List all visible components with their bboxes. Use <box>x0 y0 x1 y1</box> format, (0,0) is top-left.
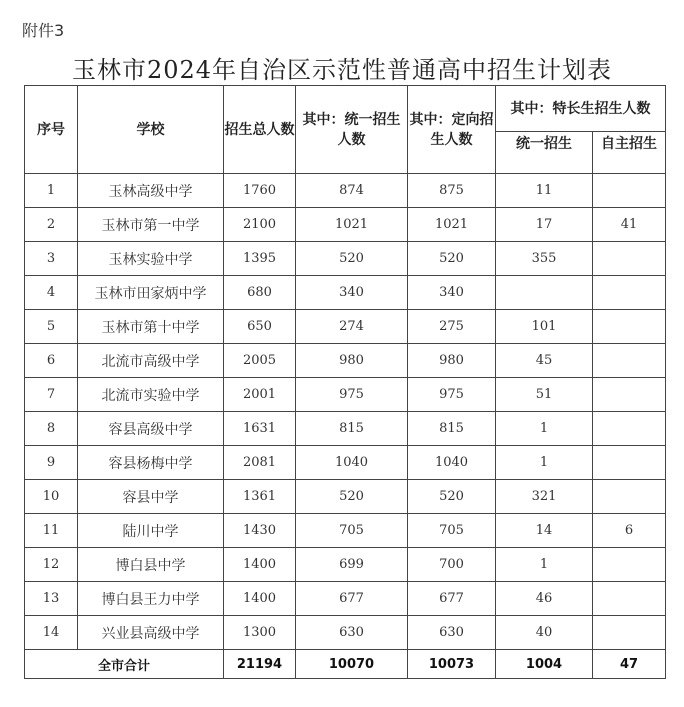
cell-special-unified: 51 <box>496 378 593 412</box>
cell-special-independent: 41 <box>593 208 666 242</box>
cell-no: 9 <box>25 446 78 480</box>
table-row <box>25 480 666 514</box>
cell-special-unified: 1 <box>496 548 593 582</box>
cell-special-unified <box>496 276 593 310</box>
table-row <box>25 582 666 616</box>
cell-school: 玉林市第十中学 <box>78 310 224 344</box>
table-row <box>25 548 666 582</box>
table-row <box>25 514 666 548</box>
cell-unified: 520 <box>296 242 408 276</box>
header-no: 序号 <box>25 86 78 174</box>
cell-total: 2005 <box>224 344 296 378</box>
cell-special-unified: 17 <box>496 208 593 242</box>
cell-special-unified: 40 <box>496 616 593 650</box>
cell-school: 玉林市第一中学 <box>78 208 224 242</box>
cell-no: 2 <box>25 208 78 242</box>
cell-directed: 705 <box>408 514 496 548</box>
header-special-unified: 统一招生 <box>496 132 593 174</box>
cell-no: 10 <box>25 480 78 514</box>
cell-special-independent <box>593 344 666 378</box>
header-special-independent: 自主招生 <box>593 132 666 174</box>
cell-unified: 815 <box>296 412 408 446</box>
cell-directed: 340 <box>408 276 496 310</box>
cell-unified: 874 <box>296 174 408 208</box>
cell-total: 1400 <box>224 582 296 616</box>
cell-no: 13 <box>25 582 78 616</box>
cell-no: 11 <box>25 514 78 548</box>
cell-directed: 980 <box>408 344 496 378</box>
cell-no: 6 <box>25 344 78 378</box>
cell-special-independent <box>593 582 666 616</box>
cell-unified: 975 <box>296 378 408 412</box>
header-directed: 其中：定向招生人数 <box>408 86 496 174</box>
cell-total: 1400 <box>224 548 296 582</box>
cell-total: 1760 <box>224 174 296 208</box>
cell-total: 650 <box>224 310 296 344</box>
total-directed: 10073 <box>408 650 496 679</box>
table-row <box>25 616 666 650</box>
table-row <box>25 412 666 446</box>
cell-total: 1361 <box>224 480 296 514</box>
cell-unified: 340 <box>296 276 408 310</box>
total-total: 21194 <box>224 650 296 679</box>
cell-no: 8 <box>25 412 78 446</box>
cell-special-independent <box>593 412 666 446</box>
cell-special-unified: 46 <box>496 582 593 616</box>
cell-school: 容县高级中学 <box>78 412 224 446</box>
cell-no: 5 <box>25 310 78 344</box>
cell-special-independent <box>593 242 666 276</box>
cell-special-independent <box>593 548 666 582</box>
cell-unified: 520 <box>296 480 408 514</box>
enrollment-plan-table <box>24 85 666 679</box>
cell-directed: 1040 <box>408 446 496 480</box>
total-special-unified: 1004 <box>496 650 593 679</box>
cell-directed: 875 <box>408 174 496 208</box>
cell-no: 7 <box>25 378 78 412</box>
header-special-group: 其中：特长生招生人数 <box>496 86 666 132</box>
table-row <box>25 208 666 242</box>
cell-school: 北流市实验中学 <box>78 378 224 412</box>
total-label: 全市合计 <box>25 650 224 679</box>
table-row <box>25 310 666 344</box>
cell-school: 容县中学 <box>78 480 224 514</box>
cell-total: 1430 <box>224 514 296 548</box>
cell-school: 玉林实验中学 <box>78 242 224 276</box>
cell-total: 680 <box>224 276 296 310</box>
cell-directed: 700 <box>408 548 496 582</box>
header-school: 学校 <box>78 86 224 174</box>
cell-directed: 677 <box>408 582 496 616</box>
cell-unified: 677 <box>296 582 408 616</box>
cell-total: 2081 <box>224 446 296 480</box>
cell-unified: 980 <box>296 344 408 378</box>
cell-school: 兴业县高级中学 <box>78 616 224 650</box>
cell-school: 玉林市田家炳中学 <box>78 276 224 310</box>
cell-directed: 520 <box>408 480 496 514</box>
cell-directed: 975 <box>408 378 496 412</box>
cell-directed: 1021 <box>408 208 496 242</box>
cell-special-unified: 14 <box>496 514 593 548</box>
cell-special-unified: 1 <box>496 446 593 480</box>
cell-unified: 274 <box>296 310 408 344</box>
cell-total: 1631 <box>224 412 296 446</box>
cell-directed: 520 <box>408 242 496 276</box>
cell-unified: 699 <box>296 548 408 582</box>
cell-special-independent: 6 <box>593 514 666 548</box>
cell-school: 博白县中学 <box>78 548 224 582</box>
cell-special-independent <box>593 378 666 412</box>
cell-special-unified: 355 <box>496 242 593 276</box>
cell-directed: 815 <box>408 412 496 446</box>
page-title: 玉林市2024年自治区示范性普通高中招生计划表 <box>71 56 613 84</box>
header-total: 招生总人数 <box>224 86 296 174</box>
cell-no: 14 <box>25 616 78 650</box>
cell-no: 1 <box>25 174 78 208</box>
cell-directed: 275 <box>408 310 496 344</box>
cell-special-independent <box>593 174 666 208</box>
cell-special-independent <box>593 276 666 310</box>
cell-special-independent <box>593 310 666 344</box>
total-special-independent: 47 <box>593 650 666 679</box>
cell-school: 玉林高级中学 <box>78 174 224 208</box>
cell-special-independent <box>593 446 666 480</box>
cell-school: 陆川中学 <box>78 514 224 548</box>
cell-special-unified: 11 <box>496 174 593 208</box>
cell-school: 博白县王力中学 <box>78 582 224 616</box>
table-row <box>25 446 666 480</box>
total-unified: 10070 <box>296 650 408 679</box>
cell-no: 4 <box>25 276 78 310</box>
cell-special-unified: 1 <box>496 412 593 446</box>
cell-no: 3 <box>25 242 78 276</box>
table-row <box>25 378 666 412</box>
cell-special-unified: 321 <box>496 480 593 514</box>
cell-special-unified: 101 <box>496 310 593 344</box>
table-row <box>25 242 666 276</box>
cell-no: 12 <box>25 548 78 582</box>
cell-directed: 630 <box>408 616 496 650</box>
table-row <box>25 174 666 208</box>
cell-total: 1395 <box>224 242 296 276</box>
cell-school: 容县杨梅中学 <box>78 446 224 480</box>
cell-total: 2001 <box>224 378 296 412</box>
table-row <box>25 344 666 378</box>
cell-unified: 630 <box>296 616 408 650</box>
cell-unified: 1040 <box>296 446 408 480</box>
table-row <box>25 276 666 310</box>
cell-unified: 705 <box>296 514 408 548</box>
cell-special-independent <box>593 480 666 514</box>
attachment-label: 附件3 <box>22 21 65 40</box>
total-row <box>25 650 666 679</box>
cell-total: 1300 <box>224 616 296 650</box>
cell-special-independent <box>593 616 666 650</box>
cell-special-unified: 45 <box>496 344 593 378</box>
header-unified: 其中：统一招生人数 <box>296 86 408 174</box>
cell-school: 北流市高级中学 <box>78 344 224 378</box>
cell-unified: 1021 <box>296 208 408 242</box>
cell-total: 2100 <box>224 208 296 242</box>
